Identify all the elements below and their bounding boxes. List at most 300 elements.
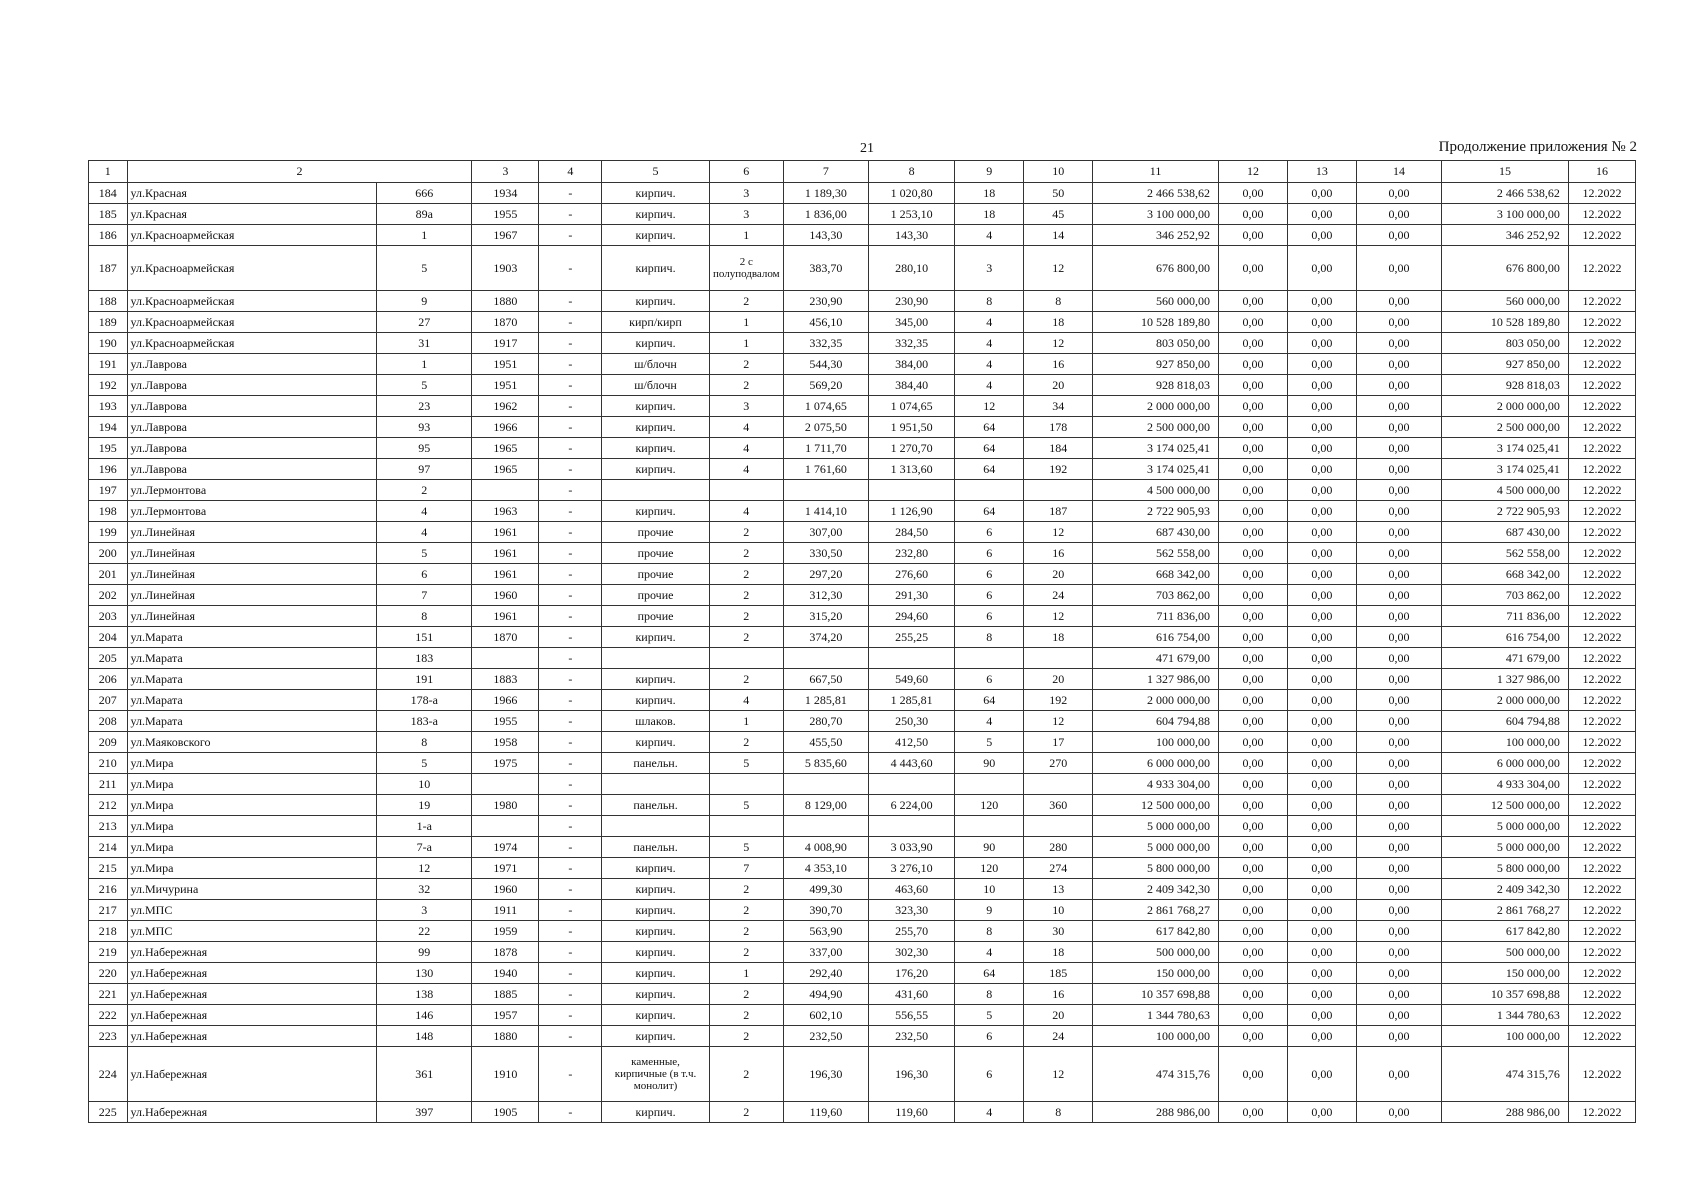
table-cell: 2 000 000,00 [1442,690,1569,711]
table-cell: 0,00 [1356,858,1441,879]
table-row [89,480,1636,501]
table-cell: 276,60 [869,564,955,585]
table-cell: 12.2022 [1568,396,1635,417]
table-cell: 12.2022 [1568,1102,1635,1123]
table-cell [783,480,868,501]
table-cell: 1966 [472,690,539,711]
table-cell: 0,00 [1287,963,1356,984]
table-row [89,942,1636,963]
table-cell: 18 [1024,627,1093,648]
table-cell: панельн. [602,795,710,816]
table-cell: 560 000,00 [1093,291,1219,312]
table-cell: 292,40 [783,963,868,984]
table-cell: 12 [1024,1047,1093,1102]
table-cell: 12 [955,396,1024,417]
table-cell: кирпич. [602,963,710,984]
table-cell: ул.Набережная [127,984,377,1005]
column-header: 8 [869,161,955,183]
table-cell: 5 [377,543,472,564]
table-cell: 12.2022 [1568,921,1635,942]
table-cell: 0,00 [1218,606,1287,627]
table-cell: 0,00 [1287,459,1356,480]
table-cell: ул.Лермонтова [127,501,377,522]
table-cell: кирпич. [602,627,710,648]
table-cell: ул.Линейная [127,585,377,606]
table-cell: 10 528 189,80 [1442,312,1569,333]
table-cell: 1 761,60 [783,459,868,480]
table-cell: 4 [709,417,783,438]
table-cell: 556,55 [869,1005,955,1026]
table-row [89,879,1636,900]
table-cell: 270 [1024,753,1093,774]
table-cell: 5 000 000,00 [1442,816,1569,837]
table-cell: 190 [89,333,128,354]
table-cell: 1 711,70 [783,438,868,459]
table-cell: 471 679,00 [1093,648,1219,669]
table-cell: 12.2022 [1568,984,1635,1005]
table-cell: 0,00 [1218,396,1287,417]
table-cell: 0,00 [1218,543,1287,564]
table-cell: 2 [709,291,783,312]
table-cell: 280,10 [869,246,955,291]
table-row [89,774,1636,795]
table-cell: 12.2022 [1568,753,1635,774]
column-header: 1 [89,161,128,183]
table-cell: 0,00 [1287,921,1356,942]
table-cell: 6 000 000,00 [1093,753,1219,774]
table-cell: прочие [602,564,710,585]
table-cell: 616 754,00 [1442,627,1569,648]
table-cell: 198 [89,501,128,522]
table-row [89,1047,1636,1102]
table-row [89,858,1636,879]
table-cell: 5 835,60 [783,753,868,774]
table-cell: 2 [709,1026,783,1047]
table-cell: 0,00 [1287,879,1356,900]
table-cell: 213 [89,816,128,837]
table-cell: 0,00 [1356,396,1441,417]
table-cell: 188 [89,291,128,312]
table-cell: 183 [377,648,472,669]
table-row [89,669,1636,690]
table-cell: 0,00 [1218,858,1287,879]
table-cell: 1 951,50 [869,417,955,438]
table-row [89,732,1636,753]
table-cell: 8 [955,984,1024,1005]
table-cell: ул.Красноармейская [127,246,377,291]
table-cell: 191 [89,354,128,375]
table-cell: ул.Набережная [127,1047,377,1102]
table-cell: 196,30 [783,1047,868,1102]
table-cell: 143,30 [869,225,955,246]
table-cell: 1911 [472,900,539,921]
table-cell: 4 [709,459,783,480]
table-cell: 1971 [472,858,539,879]
table-cell: 4 [955,375,1024,396]
table-cell: 1965 [472,459,539,480]
table-cell: 210 [89,753,128,774]
table-cell: - [539,396,602,417]
table-cell: 1870 [472,312,539,333]
table-cell: 1870 [472,627,539,648]
table-cell: 6 [955,522,1024,543]
table-cell: 0,00 [1218,585,1287,606]
table-cell: 1934 [472,183,539,204]
table-cell: ул.Мира [127,816,377,837]
table-cell: 346 252,92 [1093,225,1219,246]
table-cell: 45 [1024,204,1093,225]
table-cell [602,648,710,669]
table-cell: 0,00 [1356,543,1441,564]
table-cell: 224 [89,1047,128,1102]
table-cell: ул.МПС [127,921,377,942]
table-cell: панельн. [602,753,710,774]
table-cell: 5 [955,732,1024,753]
table-cell: 6 [955,669,1024,690]
table-cell: 7-а [377,837,472,858]
table-cell: 197 [89,480,128,501]
table-cell: 10 357 698,88 [1442,984,1569,1005]
table-cell: 0,00 [1218,564,1287,585]
table-cell: ул.Мичурина [127,879,377,900]
table-cell: 100 000,00 [1442,732,1569,753]
table-row [89,438,1636,459]
table-cell: 5 [377,375,472,396]
table-cell: 130 [377,963,472,984]
table-cell: 1963 [472,501,539,522]
table-cell: 18 [955,183,1024,204]
table-row [89,396,1636,417]
table-cell: 616 754,00 [1093,627,1219,648]
table-cell: 431,60 [869,984,955,1005]
table-cell: - [539,711,602,732]
table-cell: 8 [1024,291,1093,312]
table-cell: 208 [89,711,128,732]
table-cell: 12.2022 [1568,858,1635,879]
table-cell: 0,00 [1218,354,1287,375]
table-row [89,963,1636,984]
table-cell: 89а [377,204,472,225]
table-cell: прочие [602,522,710,543]
table-cell: 12 500 000,00 [1093,795,1219,816]
table-cell: 93 [377,417,472,438]
table-cell: 2 466 538,62 [1093,183,1219,204]
table-cell: 284,50 [869,522,955,543]
table-cell: 1 074,65 [783,396,868,417]
table-cell: 4 [955,942,1024,963]
table-cell: 1940 [472,963,539,984]
table-cell: 8 129,00 [783,795,868,816]
table-cell: 2 [709,1102,783,1123]
table-cell: 255,25 [869,627,955,648]
table-cell [602,816,710,837]
table-row [89,459,1636,480]
table-cell [1024,480,1093,501]
table-cell: 1 327 986,00 [1442,669,1569,690]
table-cell [955,816,1024,837]
table-cell: 0,00 [1356,522,1441,543]
table-cell: 0,00 [1287,1026,1356,1047]
table-cell: 0,00 [1218,225,1287,246]
table-cell: 927 850,00 [1442,354,1569,375]
table-row [89,627,1636,648]
table-cell: 100 000,00 [1093,732,1219,753]
table-cell: кирпич. [602,291,710,312]
table-cell: ул.Набережная [127,1005,377,1026]
table-row [89,522,1636,543]
table-cell: 1962 [472,396,539,417]
table-cell: 192 [89,375,128,396]
table-cell: 3 100 000,00 [1093,204,1219,225]
table-cell: кирпич. [602,396,710,417]
table-cell: кирпич. [602,225,710,246]
table-cell: 195 [89,438,128,459]
table-cell: 230,90 [869,291,955,312]
table-cell: 1958 [472,732,539,753]
table-cell: 0,00 [1356,1047,1441,1102]
table-cell: 120 [955,858,1024,879]
table-cell: 30 [1024,921,1093,942]
table-cell: 206 [89,669,128,690]
table-cell: 201 [89,564,128,585]
table-cell [1024,774,1093,795]
table-row [89,564,1636,585]
table-cell: 0,00 [1356,984,1441,1005]
table-cell: 13 [1024,879,1093,900]
table-cell: 31 [377,333,472,354]
table-cell: 16 [1024,354,1093,375]
table-cell [602,1047,710,1102]
table-cell: ул.Лаврова [127,396,377,417]
table-cell [709,774,783,795]
table-cell: 0,00 [1356,774,1441,795]
table-cell: 4 [955,333,1024,354]
table-cell: 0,00 [1218,438,1287,459]
table-cell: - [539,732,602,753]
table-row [89,837,1636,858]
table-cell: 0,00 [1356,942,1441,963]
table-cell: прочие [602,606,710,627]
table-cell: 0,00 [1218,291,1287,312]
table-cell: 0,00 [1218,183,1287,204]
table-cell: 4 [709,690,783,711]
table-cell: 64 [955,690,1024,711]
table-cell: - [539,312,602,333]
table-cell: 602,10 [783,1005,868,1026]
table-cell: 0,00 [1287,900,1356,921]
column-header: 11 [1093,161,1219,183]
table-cell: 232,80 [869,543,955,564]
table-cell: 1974 [472,837,539,858]
table-cell: 120 [955,795,1024,816]
table-cell: кирпич. [602,501,710,522]
table-cell: 3 174 025,41 [1442,438,1569,459]
column-header: 12 [1218,161,1287,183]
table-row [89,711,1636,732]
table-cell: 1959 [472,921,539,942]
table-cell: 12.2022 [1568,816,1635,837]
table-cell: 12.2022 [1568,585,1635,606]
table-cell: шлаков. [602,711,710,732]
table-cell: 2 [709,984,783,1005]
table-cell: 474 315,76 [1093,1047,1219,1102]
table-cell: 0,00 [1287,816,1356,837]
table-cell: 138 [377,984,472,1005]
table-cell: ул.Набережная [127,1102,377,1123]
table-cell: 5 [955,1005,1024,1026]
table-cell: 5 [709,795,783,816]
table-cell: 1955 [472,711,539,732]
table-cell: 200 [89,543,128,564]
table-cell: 20 [1024,375,1093,396]
table-cell: 0,00 [1218,522,1287,543]
table-cell: 560 000,00 [1442,291,1569,312]
table-cell: 0,00 [1287,354,1356,375]
table-cell: 0,00 [1218,753,1287,774]
continuation-label: Продолжение приложения № 2 [1438,139,1637,155]
table-cell: 12.2022 [1568,795,1635,816]
table-cell: ул.Линейная [127,522,377,543]
table-cell: ш/блочн [602,354,710,375]
table-cell: кирпич. [602,690,710,711]
table-cell: 223 [89,1026,128,1047]
table-cell: 6 [377,564,472,585]
table-cell: 703 862,00 [1093,585,1219,606]
table-cell: - [539,183,602,204]
table-cell: - [539,795,602,816]
table-cell: кирпич. [602,417,710,438]
table-cell: 3 174 025,41 [1093,459,1219,480]
table-cell: 0,00 [1218,837,1287,858]
table-cell: 0,00 [1287,753,1356,774]
table-cell: 676 800,00 [1093,246,1219,291]
table-cell: 12 [377,858,472,879]
table-cell: 4 [377,522,472,543]
table-cell: 64 [955,963,1024,984]
table-cell [1024,648,1093,669]
table-cell: 307,00 [783,522,868,543]
table-cell: 12.2022 [1568,312,1635,333]
table-cell: 0,00 [1356,375,1441,396]
table-cell: 337,00 [783,942,868,963]
table-cell: 0,00 [1287,522,1356,543]
table-cell: 1980 [472,795,539,816]
table-cell: 4 [709,438,783,459]
table-cell: ул.Лаврова [127,354,377,375]
table-cell: 1 [709,963,783,984]
table-cell: 12.2022 [1568,522,1635,543]
table-cell: 3 [709,183,783,204]
table-cell: 64 [955,417,1024,438]
table-cell: 4 [955,711,1024,732]
table-cell: 97 [377,459,472,480]
table-cell: 0,00 [1356,564,1441,585]
table-cell: 205 [89,648,128,669]
table-cell: ул.Марата [127,690,377,711]
table-cell: 22 [377,921,472,942]
table-cell [709,246,783,291]
table-cell: 2 [377,480,472,501]
table-cell: 19 [377,795,472,816]
table-cell: 2 [709,375,783,396]
table-cell: 0,00 [1356,1005,1441,1026]
table-cell: 0,00 [1356,1026,1441,1047]
table-cell: 1 [377,225,472,246]
table-cell: 0,00 [1287,1005,1356,1026]
table-cell: 455,50 [783,732,868,753]
table-cell: 204 [89,627,128,648]
table-cell [869,816,955,837]
table-cell: 0,00 [1287,606,1356,627]
table-cell: 0,00 [1356,459,1441,480]
table-cell: 0,00 [1356,669,1441,690]
table-cell: 383,70 [783,246,868,291]
table-cell: 12 [1024,711,1093,732]
table-cell: 315,20 [783,606,868,627]
table-cell [472,774,539,795]
table-cell: 928 818,03 [1093,375,1219,396]
table-cell: 291,30 [869,585,955,606]
table-cell: - [539,501,602,522]
table-cell: 711 836,00 [1442,606,1569,627]
table-cell [869,480,955,501]
table-row [89,585,1636,606]
table-cell: 297,20 [783,564,868,585]
table-cell: 703 862,00 [1442,585,1569,606]
table-cell: 12.2022 [1568,879,1635,900]
table-cell: 12.2022 [1568,459,1635,480]
table-cell: 176,20 [869,963,955,984]
table-cell: 3 [955,246,1024,291]
table-cell: 288 986,00 [1093,1102,1219,1123]
table-cell: 2 [709,585,783,606]
table-cell: 8 [955,627,1024,648]
table-cell: 23 [377,396,472,417]
table-cell: 12 [1024,522,1093,543]
table-cell: 219 [89,942,128,963]
table-cell: 225 [89,1102,128,1123]
table-cell: 187 [1024,501,1093,522]
table-cell: 384,00 [869,354,955,375]
table-cell: прочие [602,585,710,606]
table-cell: ул.Марата [127,711,377,732]
table-cell [602,480,710,501]
table-cell [472,648,539,669]
table-cell: 1880 [472,291,539,312]
table-cell: 12.2022 [1568,417,1635,438]
table-cell: 50 [1024,183,1093,204]
table-row [89,501,1636,522]
table-cell: 2 000 000,00 [1093,396,1219,417]
table-cell: ул.Линейная [127,606,377,627]
table-cell: 0,00 [1287,942,1356,963]
table-cell: 0,00 [1356,900,1441,921]
table-cell: 232,50 [783,1026,868,1047]
table-cell: - [539,879,602,900]
table-cell: 119,60 [783,1102,868,1123]
table-cell: 0,00 [1356,501,1441,522]
table-cell: 12.2022 [1568,1005,1635,1026]
table-row [89,984,1636,1005]
table-cell: 0,00 [1287,480,1356,501]
table-cell: 196 [89,459,128,480]
table-cell: 6 [955,585,1024,606]
table-cell: 1965 [472,438,539,459]
table-cell: 12.2022 [1568,225,1635,246]
table-cell: 562 558,00 [1442,543,1569,564]
table-cell: 32 [377,879,472,900]
table-cell: 192 [1024,459,1093,480]
